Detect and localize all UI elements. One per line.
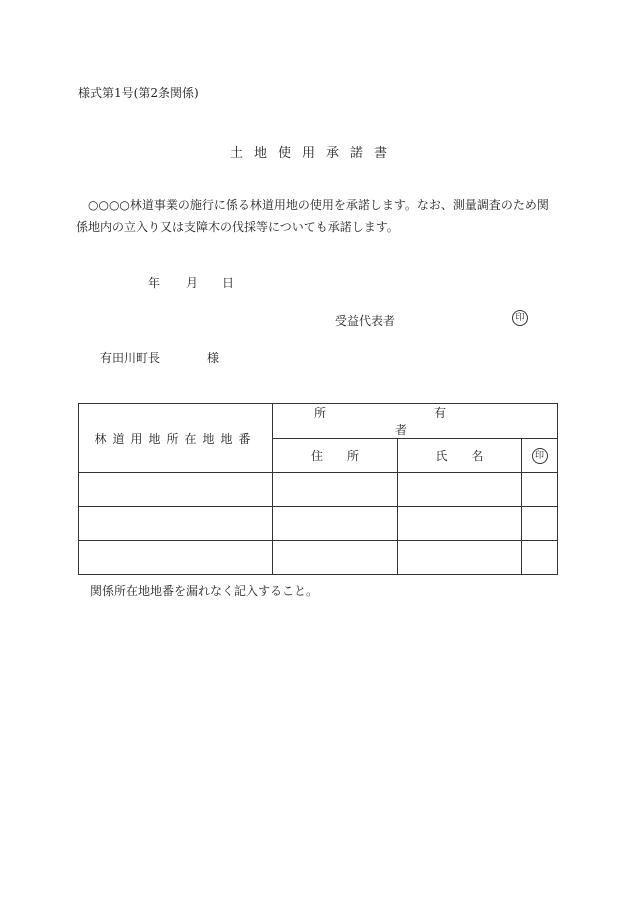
seal-cell[interactable] (522, 541, 558, 575)
address-cell[interactable] (273, 507, 398, 541)
date-day-label: 日 (222, 276, 235, 290)
seal-mark-icon: 印 (512, 310, 528, 326)
owner-header-char-1: 所 (314, 406, 327, 420)
name-cell[interactable] (398, 473, 522, 507)
table-row (79, 473, 558, 507)
date-month-label: 月 (186, 276, 199, 290)
name-cell[interactable] (398, 507, 522, 541)
seal-cell[interactable] (522, 507, 558, 541)
consent-statement: ○○○○林道事業の施行に係る林道用地の使用を承諾します。なお、測量調査のため関係地内の立入り又は支障木の伐採等についても承諾します。 (76, 198, 549, 234)
location-cell[interactable] (79, 541, 273, 575)
table-row (79, 507, 558, 541)
document-title: 土地使用承諾書 (230, 146, 399, 161)
seal-cell[interactable] (522, 473, 558, 507)
location-header: 林道用地所在地地番 (79, 404, 273, 473)
land-owner-table (78, 403, 558, 575)
owner-header-char-3: 者 (395, 423, 408, 437)
table-row (79, 541, 558, 575)
form-number: 様式第1号(第2条関係) (78, 86, 199, 100)
location-cell[interactable] (79, 507, 273, 541)
seal-header-icon: 印 (532, 448, 548, 464)
address-cell[interactable] (273, 473, 398, 507)
name-header: 氏 名 (398, 439, 522, 473)
seal-header (522, 439, 558, 473)
address-header: 住 所 (273, 439, 398, 473)
date-year-label: 年 (148, 276, 161, 290)
owner-header (273, 404, 558, 439)
addressee: 有田川町長 (100, 351, 161, 365)
representative-label: 受益代表者 (335, 314, 396, 328)
address-cell[interactable] (273, 541, 398, 575)
owner-header-char-2: 有 (434, 406, 447, 420)
footer-note: 関係所在地地番を漏れなく記入すること。 (90, 584, 319, 598)
name-cell[interactable] (398, 541, 522, 575)
honorific: 様 (207, 351, 220, 365)
location-cell[interactable] (79, 473, 273, 507)
